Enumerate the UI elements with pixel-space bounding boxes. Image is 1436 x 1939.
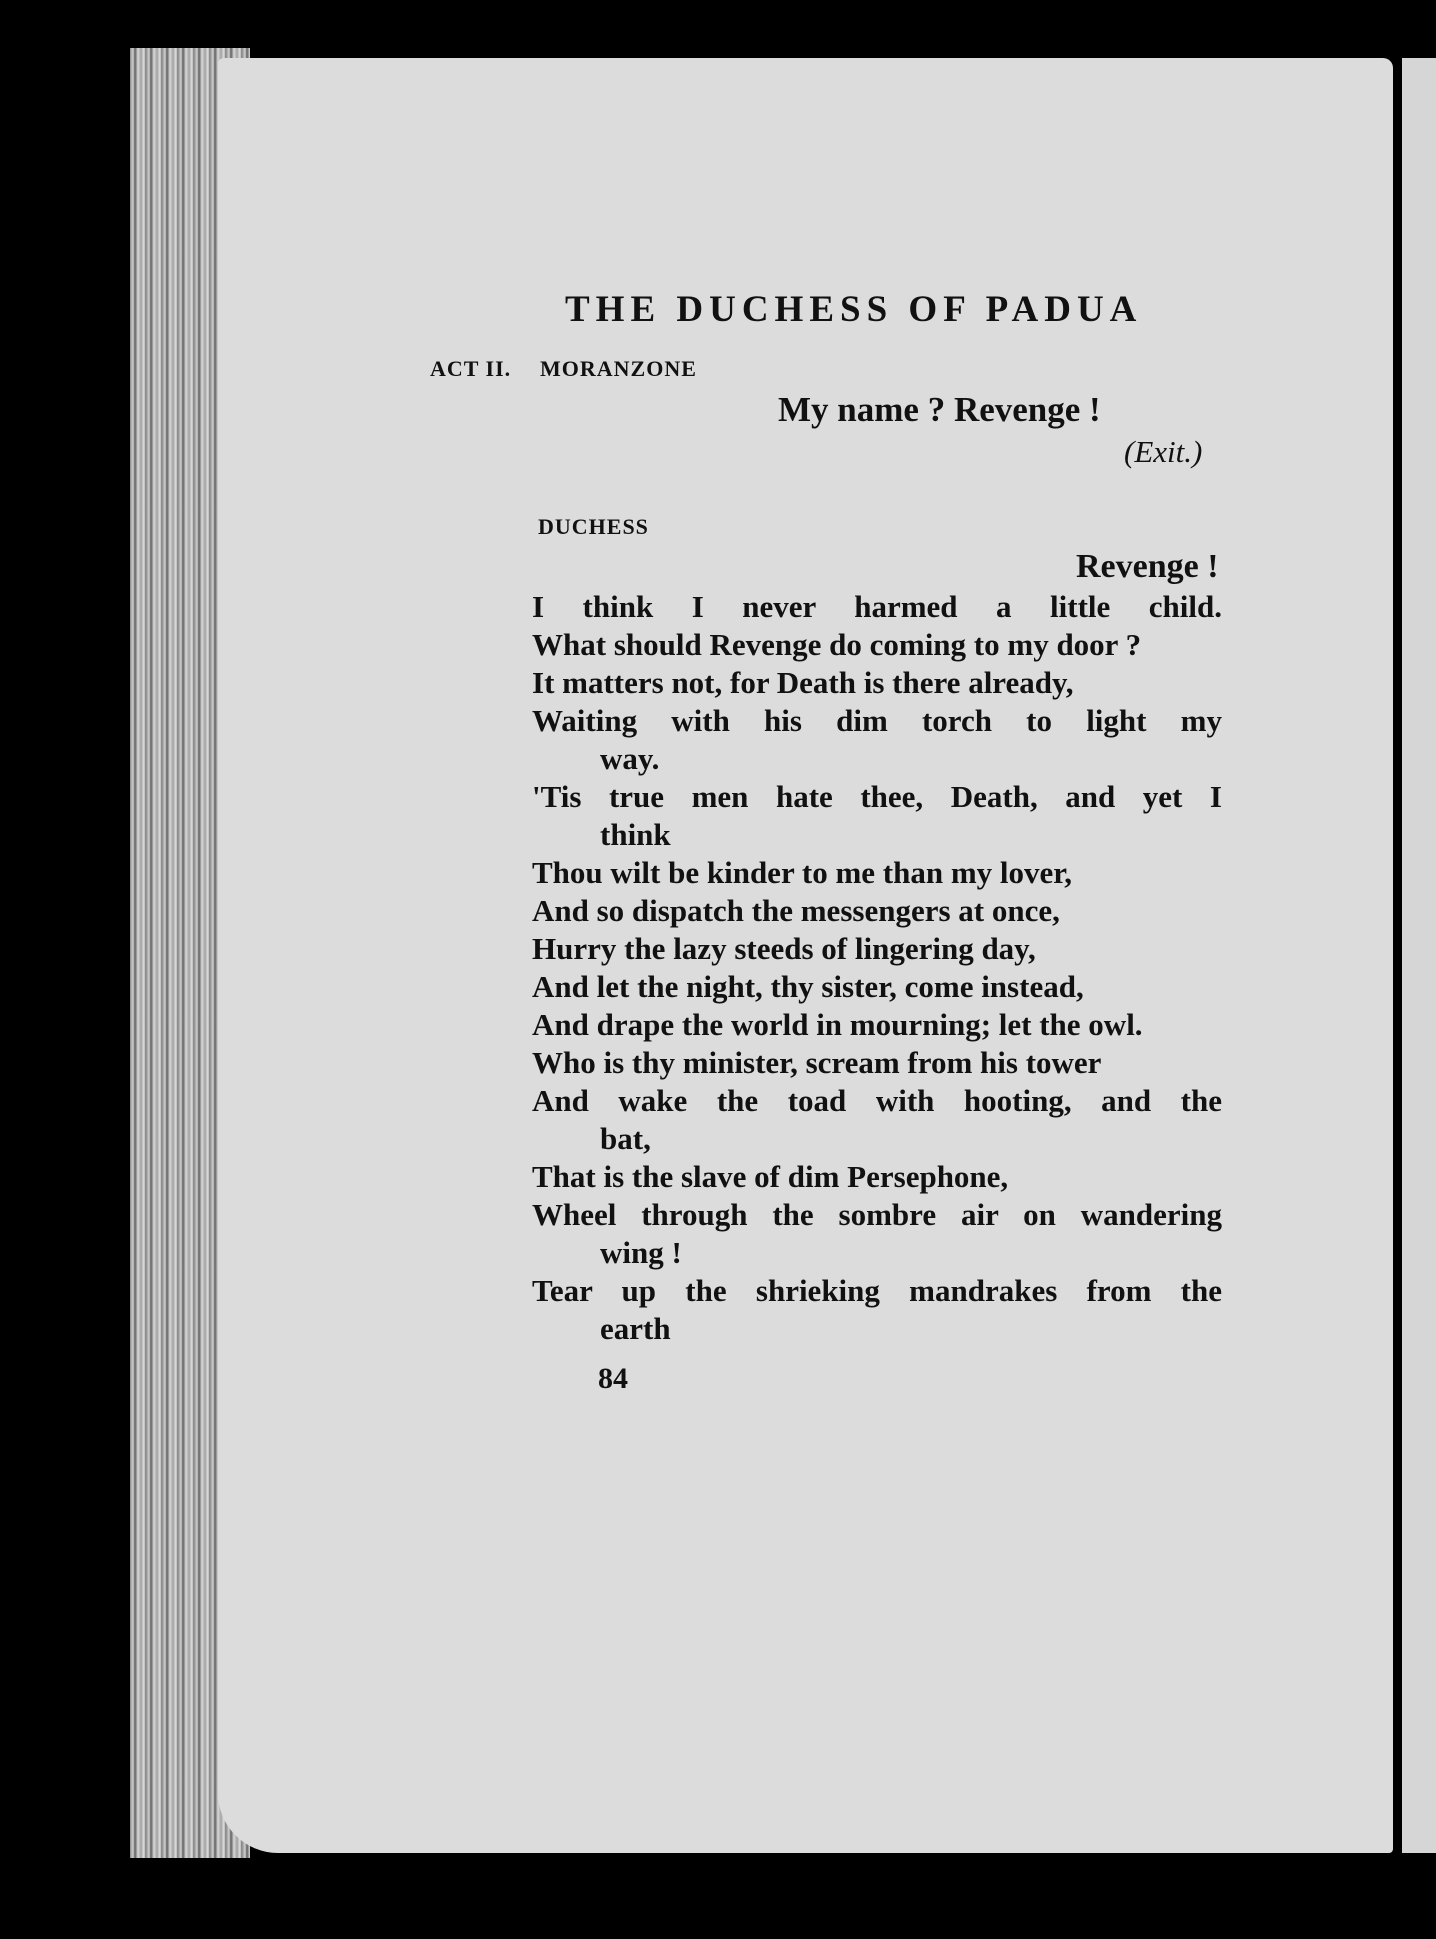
verse-line-continuation: bat, <box>600 1121 651 1156</box>
verse-line-continuation: way. <box>600 741 660 776</box>
verse-line: And let the night, thy sister, come instead, <box>532 969 1084 1004</box>
stage-direction <box>1124 434 1202 470</box>
verse-line: Thou wilt be kinder to me than my lover, <box>532 855 1072 890</box>
speech-line: Revenge ! <box>1076 548 1219 585</box>
verse-line: What should Revenge do coming to my door ? <box>532 627 1142 662</box>
verse-line: I think I never harmed a little child. <box>532 589 1222 624</box>
verse-line: And so dispatch the messengers at once, <box>532 893 1060 928</box>
verse-line: Tear up the shrieking mandrakes from the <box>532 1273 1222 1308</box>
verse-line: Who is thy minister, scream from his tower <box>532 1045 1102 1080</box>
page-number: 84 <box>598 1362 628 1395</box>
verse-block <box>532 588 1222 1348</box>
speaker-name: MORANZONE <box>540 356 697 381</box>
speech-line: My name ? Revenge ! <box>778 390 1101 429</box>
verse-line-continuation: earth <box>600 1311 671 1346</box>
verse-line: That is the slave of dim Persephone, <box>532 1159 1009 1194</box>
act-label: ACT II. <box>430 356 512 381</box>
verse-line: Hurry the lazy steeds of lingering day, <box>532 931 1036 966</box>
verse-line: And wake the toad with hooting, and the <box>532 1083 1222 1118</box>
verse-line: 'Tis true men hate thee, Death, and yet I <box>532 779 1222 814</box>
verse-line-continuation: wing ! <box>600 1235 682 1270</box>
verse-line: Waiting with his dim torch to light my <box>532 703 1222 738</box>
verse-line-continuation: think <box>600 817 671 852</box>
verse-line: It matters not, for Death is there already, <box>532 665 1074 700</box>
stage-direction-text: (Exit.) <box>1124 434 1203 469</box>
running-head: THE DUCHESS OF PADUA <box>565 289 1143 330</box>
verse-line: Wheel through the sombre air on wandering <box>532 1197 1222 1232</box>
speaker-name: DUCHESS <box>538 514 649 539</box>
facing-page-edge <box>1402 58 1436 1853</box>
verse-line: And drape the world in mourning; let the owl. <box>532 1007 1143 1042</box>
